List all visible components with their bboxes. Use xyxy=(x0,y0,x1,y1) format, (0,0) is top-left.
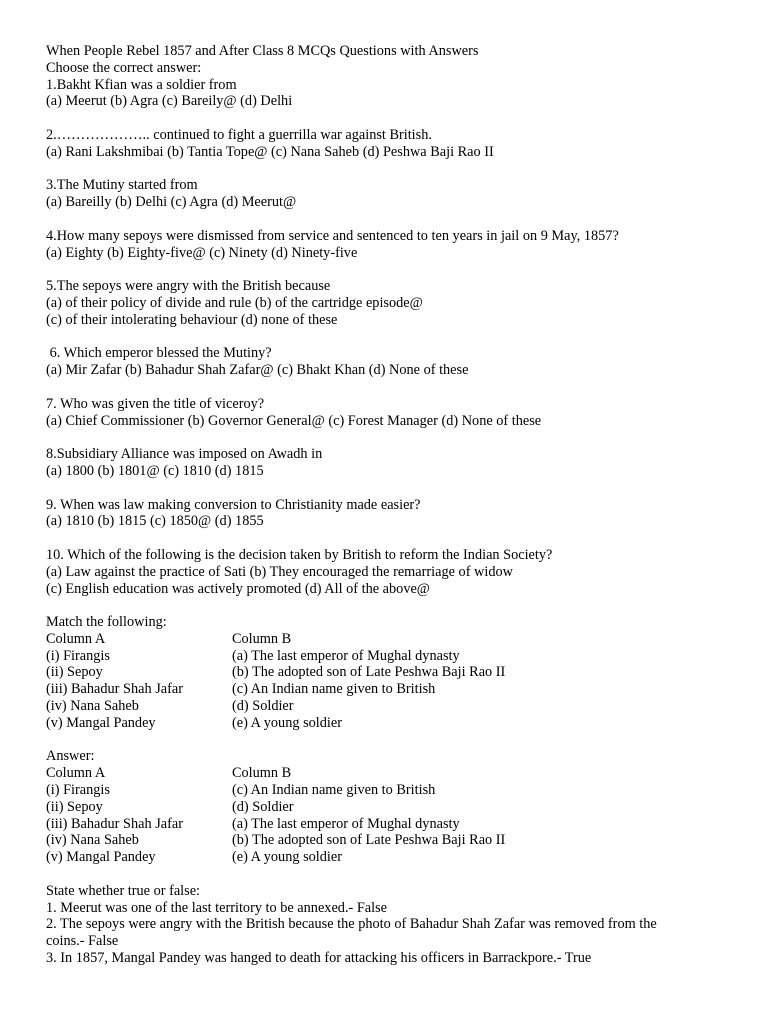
column-b-header: Column B xyxy=(232,630,292,647)
column-b-cell: (d) Soldier xyxy=(232,698,294,715)
column-a-header: Column A xyxy=(46,630,106,647)
column-b-header: Column B xyxy=(232,765,292,782)
column-a-cell: (ii) Sepoy xyxy=(46,664,103,681)
match-section xyxy=(46,614,746,732)
mcq-question: 9. When was law making conversion to Christianity made easier? xyxy=(46,496,421,513)
mcq-question: 6. Which emperor blessed the Mutiny? xyxy=(46,345,272,362)
match-row xyxy=(46,681,746,698)
column-a-cell: (v) Mangal Pandey xyxy=(46,849,156,866)
mcq-options: (a) Bareilly (b) Delhi (c) Agra (d) Meerut@ xyxy=(46,194,297,211)
column-b-cell: (d) Soldier xyxy=(232,798,294,815)
answer-heading: Answer: xyxy=(46,748,95,765)
mcq-options: (c) of their intolerating behaviour (d) none of these xyxy=(46,311,338,328)
match-row xyxy=(46,664,746,681)
mcq-options: (a) 1810 (b) 1815 (c) 1850@ (d) 1855 xyxy=(46,513,264,530)
mcq-item xyxy=(46,446,746,480)
document-page xyxy=(46,43,746,967)
true-false-heading: State whether true or false: xyxy=(46,882,201,899)
mcq-options: (a) Chief Commissioner (b) Governor General@ (c) Forest Manager (d) None of these xyxy=(46,412,542,429)
mcq-item xyxy=(46,396,746,430)
answer-row xyxy=(46,816,746,833)
mcq-options: (a) Rani Lakshmibai (b) Tantia Tope@ (c) Nana Saheb (d) Peshwa Baji Rao II xyxy=(46,143,494,160)
column-a-cell: (v) Mangal Pandey xyxy=(46,714,156,731)
true-false-item: 2. The sepoys were angry with the British because the photo of Bahadur Shah Zafar was removed from the xyxy=(46,916,657,933)
instruction: Choose the correct answer: xyxy=(46,59,202,76)
column-a-cell: (iii) Bahadur Shah Jafar xyxy=(46,681,183,698)
mcq-options: (c) English education was actively promoted (d) All of the above@ xyxy=(46,580,430,597)
mcq-options: (a) Eighty (b) Eighty-five@ (c) Ninety (d) Ninety-five xyxy=(46,244,358,261)
answer-header-row xyxy=(46,765,746,782)
page-title: When People Rebel 1857 and After Class 8 MCQs Questions with Answers xyxy=(46,43,479,59)
column-b-cell: (a) The last emperor of Mughal dynasty xyxy=(232,647,460,664)
column-a-cell: (iv) Nana Saheb xyxy=(46,832,139,849)
mcq-question: 4.How many sepoys were dismissed from service and sentenced to ten years in jail on 9 May, 1857? xyxy=(46,227,619,244)
mcq-question: 1.Bakht Kfian was a soldier from xyxy=(46,76,237,93)
true-false-item: 1. Meerut was one of the last territory to be annexed.- False xyxy=(46,899,388,916)
mcq-list xyxy=(46,77,746,598)
column-b-cell: (e) A young soldier xyxy=(232,714,342,731)
true-false-item: coins.- False xyxy=(46,933,119,950)
column-b-cell: (a) The last emperor of Mughal dynasty xyxy=(232,815,460,832)
answer-row xyxy=(46,849,746,866)
mcq-question: 8.Subsidiary Alliance was imposed on Awadh in xyxy=(46,446,323,463)
match-row xyxy=(46,715,746,732)
column-a-cell: (i) Firangis xyxy=(46,782,110,799)
match-row xyxy=(46,648,746,665)
column-b-cell: (c) An Indian name given to British xyxy=(232,681,436,698)
column-a-cell: (iii) Bahadur Shah Jafar xyxy=(46,815,183,832)
column-a-cell: (iv) Nana Saheb xyxy=(46,698,139,715)
answer-row xyxy=(46,782,746,799)
true-false-item: 3. In 1857, Mangal Pandey was hanged to death for attacking his officers in Barrackpore.- True xyxy=(46,950,592,967)
mcq-options: (a) Meerut (b) Agra (c) Bareily@ (d) Delhi xyxy=(46,93,293,110)
mcq-question: 7. Who was given the title of viceroy? xyxy=(46,395,265,412)
true-false-section xyxy=(46,883,746,967)
column-b-cell: (e) A young soldier xyxy=(232,849,342,866)
answer-row xyxy=(46,799,746,816)
mcq-item xyxy=(46,77,746,111)
answer-row xyxy=(46,832,746,849)
match-heading: Match the following: xyxy=(46,614,167,631)
mcq-options: (a) 1800 (b) 1801@ (c) 1810 (d) 1815 xyxy=(46,462,264,479)
answer-section xyxy=(46,748,746,866)
mcq-item xyxy=(46,547,746,597)
mcq-question: 5.The sepoys were angry with the British because xyxy=(46,278,331,295)
column-a-cell: (i) Firangis xyxy=(46,647,110,664)
mcq-question: 2.……………….. continued to fight a guerrilla war against British. xyxy=(46,126,432,143)
mcq-item xyxy=(46,497,746,531)
column-b-cell: (b) The adopted son of Late Peshwa Baji Rao II xyxy=(232,664,506,681)
column-a-header: Column A xyxy=(46,765,106,782)
match-row xyxy=(46,698,746,715)
mcq-question: 3.The Mutiny started from xyxy=(46,177,198,194)
mcq-item xyxy=(46,127,746,161)
match-header-row xyxy=(46,631,746,648)
mcq-question: 10. Which of the following is the decision taken by British to reform the Indian Society? xyxy=(46,546,553,563)
mcq-item xyxy=(46,278,746,328)
mcq-options: (a) Mir Zafar (b) Bahadur Shah Zafar@ (c) Bhakt Khan (d) None of these xyxy=(46,362,469,379)
mcq-item xyxy=(46,228,746,262)
mcq-item xyxy=(46,177,746,211)
mcq-options: (a) of their policy of divide and rule (b) of the cartridge episode@ xyxy=(46,294,423,311)
mcq-item xyxy=(46,345,746,379)
column-a-cell: (ii) Sepoy xyxy=(46,798,103,815)
column-b-cell: (c) An Indian name given to British xyxy=(232,782,436,799)
column-b-cell: (b) The adopted son of Late Peshwa Baji Rao II xyxy=(232,832,506,849)
mcq-options: (a) Law against the practice of Sati (b) They encouraged the remarriage of widow xyxy=(46,563,513,580)
